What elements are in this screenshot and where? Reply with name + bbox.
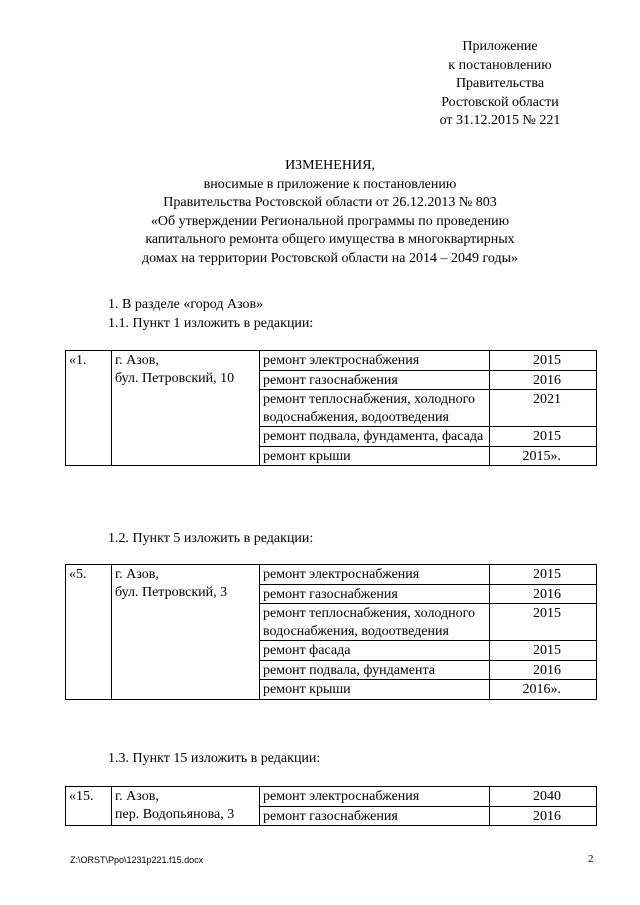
title-heading: ИЗМЕНЕНИЯ, (285, 158, 375, 173)
work-cell: ремонт газоснабжения (260, 370, 490, 390)
table-row (66, 565, 597, 585)
address-line: бул. Петровский, 3 (115, 584, 228, 600)
page-number: 2 (588, 853, 594, 865)
appendix-line: от 31.12.2015 № 221 (439, 113, 561, 128)
appendix-block (400, 38, 600, 131)
work-cell: ремонт электроснабжения (260, 787, 490, 807)
work-cell: ремонт фасада (260, 641, 490, 661)
year-cell: 2021 (490, 390, 597, 427)
work-cell: ремонт крыши (260, 446, 490, 466)
appendix-line: Правительства (455, 76, 545, 91)
section-1-heading: 1. В разделе «город Азов» (108, 297, 264, 312)
section-1-2-heading: 1.2. Пункт 5 изложить в редакции: (108, 531, 314, 546)
year-cell: 2015 (490, 565, 597, 585)
item-number: «5. (66, 565, 112, 700)
address-cell (112, 787, 260, 826)
item-number: «1. (66, 351, 112, 466)
work-cell: ремонт электроснабжения (260, 565, 490, 585)
year-cell: 2016». (490, 680, 597, 700)
year-cell: 2016 (490, 660, 597, 680)
work-cell: ремонт газоснабжения (260, 584, 490, 604)
item-number: «15. (66, 787, 112, 826)
table-row (66, 351, 597, 371)
table-item-5 (65, 564, 597, 700)
year-cell: 2015». (490, 446, 597, 466)
work-cell: ремонт подвала, фундамента, фасада (260, 427, 490, 447)
work-cell: ремонт крыши (260, 680, 490, 700)
work-cell: ремонт теплоснабжения, холодного водоснабжения, водоотведения (260, 604, 490, 641)
address-line: г. Азов, (115, 353, 159, 368)
work-cell: ремонт электроснабжения (260, 351, 490, 371)
address-line: г. Азов, (115, 789, 159, 804)
year-cell: 2040 (490, 787, 597, 807)
title-line: Правительства Ростовской области от 26.12.2013 № 803 (163, 195, 497, 210)
year-cell: 2016 (490, 584, 597, 604)
address-line: г. Азов, (115, 567, 159, 582)
year-cell: 2015 (490, 641, 597, 661)
work-cell: ремонт газоснабжения (260, 806, 490, 826)
address-cell (112, 351, 260, 466)
title-line: домах на территории Ростовской области на 2014 – 2049 годы» (141, 250, 519, 266)
address-line: бул. Петровский, 10 (115, 370, 235, 386)
title-line: капитального ремонта общего имущества в многоквартирных (145, 232, 515, 247)
address-cell (112, 565, 260, 700)
work-cell: ремонт подвала, фундамента (260, 660, 490, 680)
table-item-1 (65, 350, 597, 466)
section-1-1-heading: 1.1. Пункт 1 изложить в редакции: (108, 316, 314, 331)
footer-file-path: Z:\ORST\Ppo\1231p221.f15.docx (70, 855, 204, 865)
section-1-3-heading: 1.3. Пункт 15 изложить в редакции: (108, 751, 321, 766)
year-cell: 2016 (490, 806, 597, 826)
year-cell: 2015 (490, 351, 597, 371)
appendix-line: к постановлению (448, 57, 552, 73)
year-cell: 2015 (490, 427, 597, 447)
table-item-15 (65, 786, 597, 826)
address-line: пер. Водопьянова, 3 (115, 806, 235, 822)
document-title (70, 157, 590, 268)
title-line: «Об утверждении Региональной программы по проведению (150, 213, 510, 229)
table-row (66, 787, 597, 807)
year-cell: 2015 (490, 604, 597, 641)
work-cell: ремонт теплоснабжения, холодного водоснабжения, водоотведения (260, 390, 490, 427)
appendix-line: Ростовской области (441, 94, 559, 110)
year-cell: 2016 (490, 370, 597, 390)
appendix-line: Приложение (462, 39, 538, 54)
title-line: вносимые в приложение к постановлению (203, 176, 457, 192)
